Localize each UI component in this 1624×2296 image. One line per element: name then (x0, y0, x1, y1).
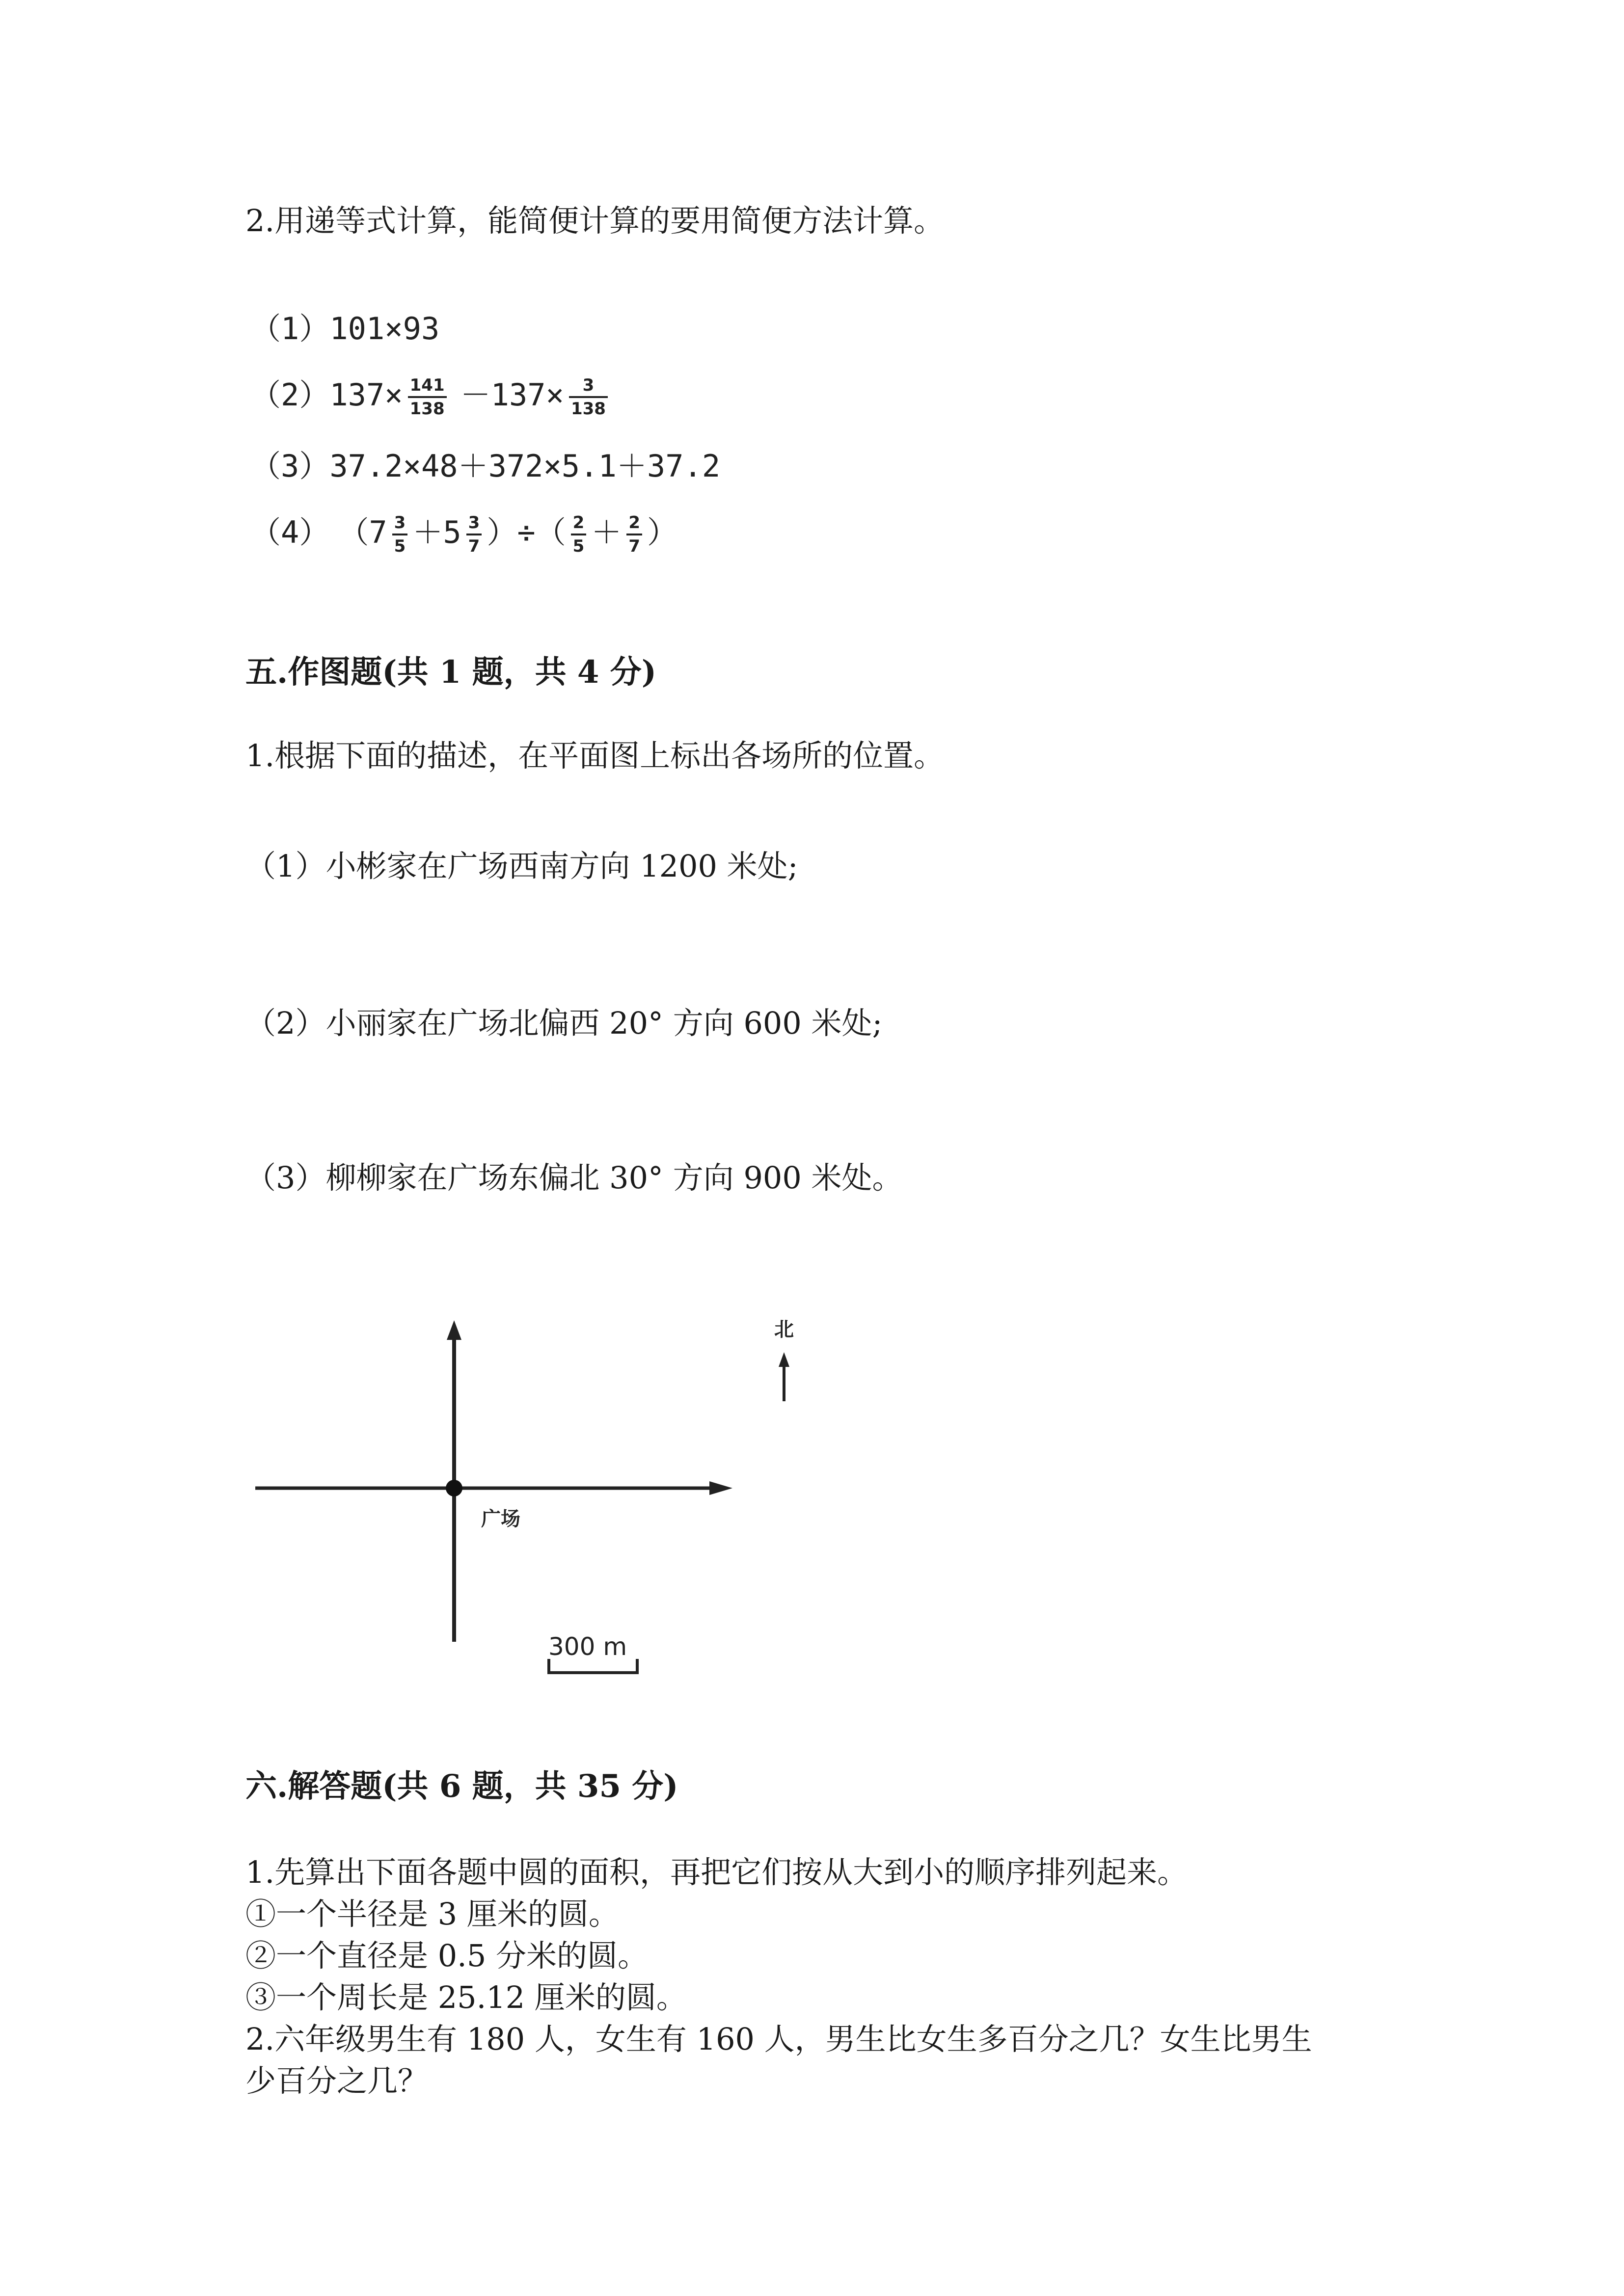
denominator: 7 (466, 534, 482, 556)
scale-bar (549, 1659, 637, 1673)
denominator: 5 (392, 534, 408, 556)
location-item-3: （3）柳柳家在广场东偏北 30° 方向 900 米处。 (245, 1160, 903, 1196)
expression: 101×93 (329, 311, 440, 347)
expression-part: ）÷（ (487, 514, 566, 550)
expression-part: ＋5 (412, 514, 461, 550)
location-item-2: （2）小丽家在广场北偏西 20° 方向 600 米处; (245, 1005, 883, 1041)
denominator: 138 (408, 396, 447, 419)
denominator: 5 (571, 534, 587, 556)
expression-part: －137× (460, 377, 564, 413)
item-label: （4） (250, 514, 330, 550)
expression: 37.2×48＋372×5.1＋37.2 (329, 448, 721, 484)
section-5-heading: 五.作图题(共 1 题，共 4 分) (245, 654, 657, 691)
expression-part: 137× (329, 377, 403, 413)
section-6-question-2: 2.六年级男生有 180 人，女生有 160 人，男生比女生多百分之几？女生比男生 (245, 2021, 1312, 2057)
section-6-heading: 六.解答题(共 6 题，共 35 分) (245, 1768, 678, 1805)
numerator: 3 (468, 512, 480, 533)
north-label: 北 (774, 1318, 794, 1341)
numerator: 2 (628, 512, 641, 533)
location-item-1: （1）小彬家在广场西南方向 1200 米处; (245, 848, 798, 884)
numerator: 2 (572, 512, 585, 533)
denominator: 138 (569, 396, 608, 419)
axis-arrow-right-icon (709, 1481, 732, 1495)
item-label: （2） (250, 377, 330, 413)
circle-item-2: ②一个直径是 0.5 分米的圆。 (245, 1938, 649, 1974)
numerator: 141 (409, 375, 445, 395)
section-6-question-1: 1.先算出下面各题中圆的面积，再把它们按从大到小的顺序排列起来。 (245, 1854, 1188, 1890)
square-label: 广场 (481, 1508, 520, 1530)
item-label: （3） (250, 448, 330, 484)
square-center-point (446, 1480, 462, 1496)
expression-part: ） (647, 514, 678, 550)
section-5-question-1: 1.根据下面的描述，在平面图上标出各场所的位置。 (245, 738, 945, 774)
numerator: 3 (582, 375, 595, 395)
expression-part: （7 (338, 514, 387, 550)
circle-item-3: ③一个周长是 25.12 厘米的圆。 (245, 1979, 687, 2015)
circle-item-1: ①一个半径是 3 厘米的圆。 (245, 1896, 619, 1932)
numerator: 3 (394, 512, 406, 533)
question-2-title: 2.用递等式计算，能简便计算的要用简便方法计算。 (245, 203, 945, 239)
axis-arrow-up-icon (447, 1320, 461, 1340)
item-label: （1） (250, 311, 330, 347)
expression-part: ＋ (591, 514, 622, 550)
section-6-question-2-cont: 少百分之几？ (245, 2063, 429, 2099)
north-arrow-icon (779, 1352, 789, 1367)
scale-label: 300 m (548, 1632, 627, 1661)
denominator: 7 (626, 534, 642, 556)
